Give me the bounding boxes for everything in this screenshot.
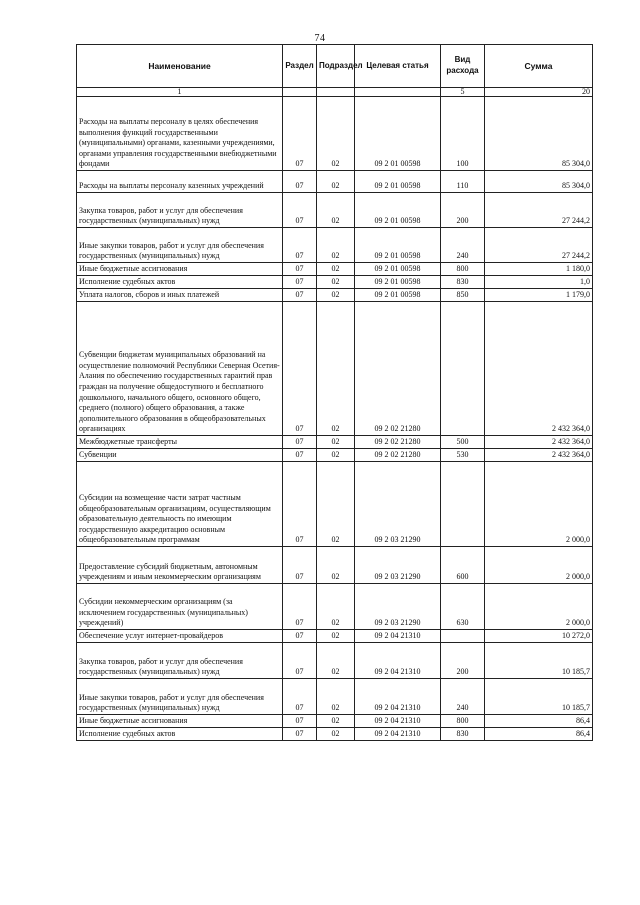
row-name-cell: Расходы на выплаты персоналу в целях обеспечения выполнения функций государственными (муниципальными) органами, казенными учреждениями, органами управления государственными внебюджетными фондами <box>77 97 283 171</box>
row-amount-cell: 2 000,0 <box>485 584 593 630</box>
row-name-cell: Закупка товаров, работ и услуг для обеспечения государственных (муниципальных) нужд <box>77 193 283 228</box>
row-type-cell: 200 <box>441 643 485 679</box>
table-row <box>77 289 593 302</box>
row-subsection-cell: 02 <box>317 436 355 449</box>
table-header-row <box>77 45 593 88</box>
row-subsection-cell: 02 <box>317 97 355 171</box>
row-type-cell <box>441 302 485 436</box>
row-article-cell: 09 2 02 21280 <box>355 436 441 449</box>
header-name: Наименование <box>77 45 283 88</box>
row-section-cell: 07 <box>283 462 317 547</box>
row-article-cell: 09 2 04 21310 <box>355 728 441 741</box>
row-amount-cell: 2 432 364,0 <box>485 449 593 462</box>
row-article-cell: 09 2 02 21280 <box>355 449 441 462</box>
table-row <box>77 547 593 584</box>
row-type-cell: 200 <box>441 193 485 228</box>
row-name-cell: Исполнение судебных актов <box>77 728 283 741</box>
row-subsection-cell: 02 <box>317 228 355 263</box>
index-cell: 1 <box>77 88 283 97</box>
row-article-cell: 09 2 04 21310 <box>355 715 441 728</box>
row-subsection-cell: 02 <box>317 263 355 276</box>
row-amount-cell: 1 180,0 <box>485 263 593 276</box>
row-name-cell: Иные бюджетные ассигнования <box>77 263 283 276</box>
row-subsection-cell: 02 <box>317 584 355 630</box>
row-article-cell: 09 2 03 21290 <box>355 547 441 584</box>
row-name-cell: Субвенции бюджетам муниципальных образований на осуществление полномочий Республики Северная Осетия-Алания по обеспечению государственных гарантий прав граждан на получение общедоступного и бесплатного дошкольного, начального общего, основного общего, среднего (полного) общего образования, а также дополнительного образования в общеобразовательных организациях <box>77 302 283 436</box>
row-type-cell: 830 <box>441 728 485 741</box>
row-amount-cell: 10 185,7 <box>485 643 593 679</box>
row-type-cell: 240 <box>441 228 485 263</box>
row-name-cell: Предоставление субсидий бюджетным, автономным учреждениям и иным некоммерческим организациям <box>77 547 283 584</box>
table-row <box>77 643 593 679</box>
row-section-cell: 07 <box>283 171 317 193</box>
row-article-cell: 09 2 01 00598 <box>355 228 441 263</box>
row-article-cell: 09 2 04 21310 <box>355 643 441 679</box>
row-amount-cell: 1 179,0 <box>485 289 593 302</box>
row-article-cell: 09 2 01 00598 <box>355 263 441 276</box>
row-section-cell: 07 <box>283 547 317 584</box>
table-row <box>77 276 593 289</box>
row-type-cell: 600 <box>441 547 485 584</box>
index-cell <box>283 88 317 97</box>
row-article-cell: 09 2 01 00598 <box>355 276 441 289</box>
column-index-row <box>77 88 593 97</box>
row-name-cell: Закупка товаров, работ и услуг для обеспечения государственных (муниципальных) нужд <box>77 643 283 679</box>
row-section-cell: 07 <box>283 679 317 715</box>
header-target-article: Целевая статья <box>355 45 441 88</box>
row-subsection-cell: 02 <box>317 679 355 715</box>
row-amount-cell: 2 000,0 <box>485 462 593 547</box>
row-section-cell: 07 <box>283 715 317 728</box>
row-name-cell: Иные закупки товаров, работ и услуг для обеспечения государственных (муниципальных) нужд <box>77 679 283 715</box>
row-type-cell: 100 <box>441 97 485 171</box>
index-cell <box>355 88 441 97</box>
row-name-cell: Субвенции <box>77 449 283 462</box>
table-row <box>77 449 593 462</box>
row-subsection-cell: 02 <box>317 462 355 547</box>
row-subsection-cell: 02 <box>317 276 355 289</box>
row-subsection-cell: 02 <box>317 171 355 193</box>
row-section-cell: 07 <box>283 276 317 289</box>
row-section-cell: 07 <box>283 302 317 436</box>
row-article-cell: 09 2 03 21290 <box>355 584 441 630</box>
header-section: Раздел <box>283 45 317 88</box>
row-name-cell: Уплата налогов, сборов и иных платежей <box>77 289 283 302</box>
header-subsection: Подраздел <box>317 45 355 88</box>
row-article-cell: 09 2 01 00598 <box>355 289 441 302</box>
row-section-cell: 07 <box>283 630 317 643</box>
row-subsection-cell: 02 <box>317 193 355 228</box>
table-row <box>77 263 593 276</box>
table-row <box>77 462 593 547</box>
row-section-cell: 07 <box>283 449 317 462</box>
row-type-cell: 240 <box>441 679 485 715</box>
row-article-cell: 09 2 03 21290 <box>355 462 441 547</box>
row-name-cell: Иные бюджетные ассигнования <box>77 715 283 728</box>
row-subsection-cell: 02 <box>317 289 355 302</box>
row-section-cell: 07 <box>283 263 317 276</box>
row-section-cell: 07 <box>283 193 317 228</box>
index-cell: 5 <box>441 88 485 97</box>
row-subsection-cell: 02 <box>317 728 355 741</box>
row-type-cell: 530 <box>441 449 485 462</box>
row-name-cell: Расходы на выплаты персоналу казенных учреждений <box>77 171 283 193</box>
table-row <box>77 302 593 436</box>
header-expense-type: Вид расхода <box>441 45 485 88</box>
row-amount-cell: 10 272,0 <box>485 630 593 643</box>
table-row <box>77 584 593 630</box>
row-type-cell <box>441 462 485 547</box>
table-row <box>77 728 593 741</box>
row-type-cell: 830 <box>441 276 485 289</box>
row-name-cell: Субсидии некоммерческим организациям (за исключением государственных (муниципальных) учреждений) <box>77 584 283 630</box>
row-subsection-cell: 02 <box>317 449 355 462</box>
row-subsection-cell: 02 <box>317 630 355 643</box>
header-amount: Сумма <box>485 45 593 88</box>
table-row <box>77 193 593 228</box>
table-row <box>77 436 593 449</box>
row-type-cell <box>441 630 485 643</box>
row-subsection-cell: 02 <box>317 643 355 679</box>
row-name-cell: Иные закупки товаров, работ и услуг для обеспечения государственных (муниципальных) нужд <box>77 228 283 263</box>
row-subsection-cell: 02 <box>317 715 355 728</box>
row-article-cell: 09 2 02 21280 <box>355 302 441 436</box>
row-article-cell: 09 2 01 00598 <box>355 171 441 193</box>
row-name-cell: Межбюджетные трансферты <box>77 436 283 449</box>
row-article-cell: 09 2 04 21310 <box>355 630 441 643</box>
row-amount-cell: 10 185,7 <box>485 679 593 715</box>
row-section-cell: 07 <box>283 289 317 302</box>
row-type-cell: 800 <box>441 715 485 728</box>
row-amount-cell: 2 432 364,0 <box>485 302 593 436</box>
row-subsection-cell: 02 <box>317 302 355 436</box>
row-section-cell: 07 <box>283 97 317 171</box>
table-row <box>77 171 593 193</box>
table-row <box>77 228 593 263</box>
row-amount-cell: 85 304,0 <box>485 171 593 193</box>
row-amount-cell: 86,4 <box>485 728 593 741</box>
row-amount-cell: 85 304,0 <box>485 97 593 171</box>
row-section-cell: 07 <box>283 728 317 741</box>
index-cell <box>317 88 355 97</box>
row-name-cell: Исполнение судебных актов <box>77 276 283 289</box>
table-row <box>77 630 593 643</box>
row-section-cell: 07 <box>283 228 317 263</box>
row-section-cell: 07 <box>283 584 317 630</box>
row-article-cell: 09 2 01 00598 <box>355 193 441 228</box>
index-cell: 20 <box>485 88 593 97</box>
table-row <box>77 97 593 171</box>
table-row <box>77 715 593 728</box>
row-amount-cell: 1,0 <box>485 276 593 289</box>
row-article-cell: 09 2 04 21310 <box>355 679 441 715</box>
row-section-cell: 07 <box>283 643 317 679</box>
row-article-cell: 09 2 01 00598 <box>355 97 441 171</box>
row-amount-cell: 86,4 <box>485 715 593 728</box>
row-section-cell: 07 <box>283 436 317 449</box>
row-subsection-cell: 02 <box>317 547 355 584</box>
row-type-cell: 850 <box>441 289 485 302</box>
row-name-cell: Обеспечение услуг интернет-провайдеров <box>77 630 283 643</box>
row-name-cell: Субсидии на возмещение части затрат частным общеобразовательным организациям, осуществляющим образовательную деятельность по имеющим государственную аккредитацию основным общеобразовательным программам <box>77 462 283 547</box>
row-type-cell: 500 <box>441 436 485 449</box>
row-type-cell: 630 <box>441 584 485 630</box>
table-row <box>77 679 593 715</box>
page-number: 74 <box>314 33 326 44</box>
row-amount-cell: 27 244,2 <box>485 193 593 228</box>
row-type-cell: 800 <box>441 263 485 276</box>
row-amount-cell: 27 244,2 <box>485 228 593 263</box>
budget-table <box>76 44 593 741</box>
row-amount-cell: 2 000,0 <box>485 547 593 584</box>
row-type-cell: 110 <box>441 171 485 193</box>
row-amount-cell: 2 432 364,0 <box>485 436 593 449</box>
